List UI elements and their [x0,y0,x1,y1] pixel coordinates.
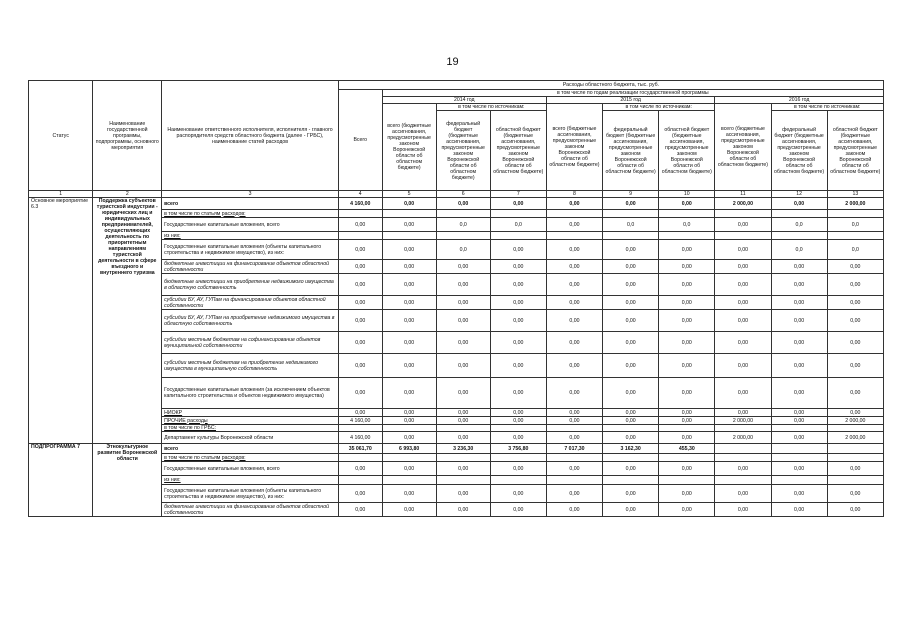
row-value: 0,00 [603,198,659,210]
row-value: 0,00 [659,198,715,210]
header-by-sources: в том числе по источникам: [603,104,715,111]
row-value: 0,00 [338,218,382,232]
row-value: 0,00 [603,378,659,409]
row-value: 0,0 [659,218,715,232]
row-value: 6 993,80 [382,444,436,454]
row-value: 0,00 [603,296,659,310]
row-value: 3 236,30 [436,444,490,454]
row-value: 0,00 [659,354,715,378]
row-value: 0,00 [603,354,659,378]
row-value: 0,00 [659,462,715,476]
row-value: 0,00 [546,260,602,274]
row-value [338,232,382,240]
row-value [771,476,827,485]
row-value: 0,00 [490,378,546,409]
row-value: 0,00 [827,310,883,332]
row-value: 0,00 [827,409,883,417]
row-value [603,454,659,462]
row-value: 0,00 [382,462,436,476]
row-value: 0,00 [490,260,546,274]
row-value [546,232,602,240]
row-value: 0,00 [436,260,490,274]
row-value: 0,00 [771,274,827,296]
row-label: бюджетные инвестиции на приобретение недвижимого имущества в областную собственность [162,274,339,296]
row-value: 0,00 [659,409,715,417]
header-col-regional: областной бюджет (бюджетные ассигнования, предусмотренные законом Воронежской области об областном бюджете) [490,111,546,191]
row-value: 0,00 [490,432,546,444]
header-executor: Наименование ответственного исполнителя, исполнителя - главного распорядителя средств областного бюджета (далее - ГРБС), наименование статей расходов [162,81,339,191]
row-value: 0,00 [436,485,490,503]
table-row [29,444,884,454]
row-value: 0,00 [546,198,602,210]
header-by-sources: в том числе по источникам: [771,104,883,111]
row-value: 0,00 [715,485,771,503]
row-value [603,232,659,240]
row-value: 0,00 [490,296,546,310]
row-value: 0,00 [715,409,771,417]
row-label: НИОКР [162,409,339,417]
row-value [715,232,771,240]
row-label: Государственные капитальные вложения, всего [162,218,339,232]
row-value: 0,00 [382,198,436,210]
row-value: 2 000,00 [715,432,771,444]
row-value [490,232,546,240]
row-value: 0,00 [827,378,883,409]
row-value [490,454,546,462]
row-value: 0,00 [715,274,771,296]
row-value: 0,00 [827,274,883,296]
row-value: 0,00 [338,274,382,296]
column-number: 10 [659,191,715,198]
row-value: 0,00 [771,462,827,476]
row-value [338,210,382,218]
column-number: 1 [29,191,93,198]
block-main-event-6-3 [29,198,884,444]
row-status: ПОДПРОГРАММА 7 [29,444,93,517]
row-value: 0,00 [546,296,602,310]
row-value: 0,00 [715,260,771,274]
header-by-sources: в том числе по источникам: [436,104,546,111]
row-label: Государственные капитальные вложения, всего [162,462,339,476]
row-value: 0,00 [546,378,602,409]
header-total: Всего [338,90,382,191]
row-label: бюджетные инвестиции на финансирование объектов областной собственности [162,503,339,517]
row-value: 0,00 [338,378,382,409]
row-label: из них: [162,232,339,240]
row-value: 0,00 [659,432,715,444]
row-value: 0,00 [771,310,827,332]
row-label: ПРОЧИЕ расходы [162,417,339,425]
row-value: 0,00 [827,354,883,378]
row-value [382,210,436,218]
row-value: 0,00 [715,503,771,517]
row-value: 0,00 [490,198,546,210]
row-value [490,425,546,432]
row-value [436,210,490,218]
row-value: 4 160,00 [338,198,382,210]
column-number: 9 [603,191,659,198]
row-value [827,476,883,485]
row-value [382,425,436,432]
row-value: 0,00 [382,417,436,425]
row-value: 0,00 [338,409,382,417]
column-number: 3 [162,191,339,198]
row-value: 3 162,30 [603,444,659,454]
row-value: 0,00 [490,310,546,332]
row-value: 0,00 [546,218,602,232]
row-value: 0,00 [490,354,546,378]
row-value: 4 160,00 [338,417,382,425]
row-value: 0,00 [436,503,490,517]
row-value: 0,00 [338,260,382,274]
row-label: всего [162,198,339,210]
row-value: 0,00 [771,378,827,409]
row-value: 0,00 [546,503,602,517]
row-value: 0,00 [603,310,659,332]
row-value: 0,0 [436,240,490,260]
row-value: 0,00 [382,503,436,517]
row-value [338,476,382,485]
header-col-regional: областной бюджет (бюджетные ассигнования, предусмотренные законом Воронежской области об областном бюджете) [827,111,883,191]
row-value [436,476,490,485]
row-value: 0,00 [827,503,883,517]
row-value: 0,0 [436,218,490,232]
row-value: 0,00 [382,354,436,378]
row-value [603,476,659,485]
row-value: 0,00 [382,409,436,417]
row-label: из них: [162,476,339,485]
column-number: 11 [715,191,771,198]
row-value: 0,00 [715,240,771,260]
row-program-name: Этнокультурное развитие Воронежской области [93,444,162,517]
row-value: 0,00 [436,462,490,476]
header-col-federal: федеральный бюджет (бюджетные ассигнования, предусмотренные законом Воронежской области об областном бюджете) [603,111,659,191]
row-value: 0,00 [436,417,490,425]
row-value: 0,00 [338,354,382,378]
row-value: 0,00 [338,310,382,332]
row-value: 0,00 [827,485,883,503]
row-value: 0,00 [715,354,771,378]
row-value: 0,00 [338,296,382,310]
header-program-name: Наименование государственной программы, подпрограммы, основного мероприятия [93,81,162,191]
row-value: 2 000,00 [827,432,883,444]
row-value: 0,00 [436,409,490,417]
row-value: 0,00 [603,485,659,503]
row-label: всего [162,444,339,454]
row-value: 0,00 [546,432,602,444]
row-value: 0,00 [338,332,382,354]
column-number: 2 [93,191,162,198]
row-value [715,444,771,454]
row-value [490,476,546,485]
row-value: 0,00 [546,332,602,354]
header-col-federal: федеральный бюджет (бюджетные ассигнования, предусмотренные законом Воронежской области об областном бюджете) [436,111,490,191]
row-value [382,476,436,485]
row-value: 0,00 [715,332,771,354]
row-label: Государственные капитальные вложения (объекты капитального строительства и недвижимое имущество), из них: [162,240,339,260]
row-value [546,425,602,432]
block-subprogram-7 [29,444,884,517]
row-value: 0,00 [338,462,382,476]
row-value: 0,00 [603,409,659,417]
row-label: в том числе по статьям расходов: [162,210,339,218]
header-col-all: всего (бюджетные ассигнования, предусмотренные законом Воронежской области об областном бюджете) [382,104,436,191]
row-value: 0,00 [771,198,827,210]
row-value: 0,00 [659,274,715,296]
row-value: 0,00 [827,296,883,310]
header-by-years: в том числе по годам реализации государственной программы [382,90,883,97]
column-number: 12 [771,191,827,198]
row-value: 0,00 [436,378,490,409]
row-value [827,444,883,454]
row-value: 0,00 [436,310,490,332]
row-value: 0,00 [659,240,715,260]
row-value: 0,0 [827,240,883,260]
row-value: 0,00 [338,485,382,503]
row-value: 0,00 [771,432,827,444]
row-value: 0,00 [546,240,602,260]
row-value: 0,00 [659,260,715,274]
row-value: 0,00 [771,332,827,354]
row-value: 0,00 [603,417,659,425]
row-status: Основное мероприятие 6.3 [29,198,93,444]
row-value: 0,00 [827,260,883,274]
row-value: 0,00 [603,240,659,260]
row-label: в том числе по статьям расходов: [162,454,339,462]
row-value [827,454,883,462]
row-value: 0,00 [771,503,827,517]
row-value [338,454,382,462]
row-value: 3 756,80 [490,444,546,454]
row-value [659,425,715,432]
row-value [715,210,771,218]
row-value [490,210,546,218]
row-value [715,454,771,462]
row-value: 7 017,30 [546,444,602,454]
row-value: 0,0 [771,218,827,232]
row-value: 0,00 [382,296,436,310]
row-value: 0,00 [603,462,659,476]
budget-table [28,80,884,517]
row-value: 0,00 [490,485,546,503]
row-value [827,425,883,432]
column-number: 7 [490,191,546,198]
row-value [715,425,771,432]
page-number: 19 [446,56,459,68]
row-value: 0,00 [546,409,602,417]
header-col-all: всего (бюджетные ассигнования, предусмотренные законом Воронежской области об областном бюджете) [715,104,771,191]
row-value: 0,00 [490,332,546,354]
header-col-federal: федеральный бюджет (бюджетные ассигнования, предусмотренные законом Воронежской области об областном бюджете) [771,111,827,191]
row-value: 0,00 [490,409,546,417]
row-value: 0,0 [490,218,546,232]
row-label: Департамент культуры Воронежской области [162,432,339,444]
row-value: 35 061,70 [338,444,382,454]
row-value: 0,00 [546,462,602,476]
row-value: 0,00 [490,274,546,296]
row-label: субсидии местным бюджетам на софинансирование объектов муниципальной собственности [162,332,339,354]
table-row [29,198,884,210]
column-number-row [29,191,884,198]
row-value: 0,00 [603,260,659,274]
row-value: 0,00 [382,432,436,444]
row-value: 2 000,00 [715,417,771,425]
row-value: 0,00 [490,462,546,476]
row-value: 0,00 [659,378,715,409]
header-year-2015: 2015 год [546,97,714,104]
row-value: 0,00 [338,503,382,517]
row-value [436,232,490,240]
row-value: 0,00 [659,485,715,503]
row-value: 455,30 [659,444,715,454]
column-number: 8 [546,191,602,198]
row-value: 0,00 [715,296,771,310]
row-value: 0,00 [771,485,827,503]
row-value: 0,00 [436,354,490,378]
header-year-2014: 2014 год [382,97,546,104]
row-value [338,425,382,432]
row-value [546,454,602,462]
row-value: 0,00 [382,260,436,274]
row-value: 0,00 [603,432,659,444]
row-value: 0,00 [338,240,382,260]
row-value: 0,00 [771,296,827,310]
row-value [436,425,490,432]
row-value: 0,00 [546,310,602,332]
row-value: 0,00 [715,218,771,232]
row-value: 0,00 [603,274,659,296]
header-status: Статус [29,81,93,191]
row-value: 0,00 [771,409,827,417]
header-year-2016: 2016 год [715,97,884,104]
row-value: 0,0 [603,218,659,232]
header-expenses: Расходы областного бюджета, тыс. руб. [338,81,883,90]
row-value: 0,00 [771,260,827,274]
column-number: 5 [382,191,436,198]
row-value [659,210,715,218]
row-value: 0,00 [382,485,436,503]
row-value [436,454,490,462]
row-value: 0,00 [546,354,602,378]
row-label: субсидии БУ, АУ, ГУПам на приобретение недвижимого имущества в областную собственность [162,310,339,332]
column-number: 6 [436,191,490,198]
row-value: 0,00 [715,310,771,332]
row-value [659,476,715,485]
row-value [659,454,715,462]
row-label: субсидии БУ, АУ, ГУПам на финансирование объектов областной собственности [162,296,339,310]
row-value [827,210,883,218]
row-value [771,444,827,454]
row-value: 0,00 [490,240,546,260]
header-col-regional: областной бюджет (бюджетные ассигнования, предусмотренные законом Воронежской области об областном бюджете) [659,111,715,191]
row-value [546,210,602,218]
row-label: бюджетные инвестиции на финансирование объектов областной собственности [162,260,339,274]
row-value: 0,00 [436,198,490,210]
row-value [771,232,827,240]
row-value [603,210,659,218]
row-value: 2 000,00 [827,417,883,425]
row-value: 0,00 [715,462,771,476]
row-value: 0,00 [436,274,490,296]
row-value: 0,00 [382,310,436,332]
column-number: 13 [827,191,883,198]
row-value [659,232,715,240]
row-value [382,454,436,462]
row-value: 0,00 [659,310,715,332]
row-value: 0,00 [436,296,490,310]
row-value: 0,00 [659,417,715,425]
row-value [827,232,883,240]
row-value: 0,00 [659,296,715,310]
row-value: 0,00 [771,354,827,378]
row-value: 0,00 [546,274,602,296]
row-value [382,232,436,240]
row-value [603,425,659,432]
row-value [715,476,771,485]
row-value: 2 000,00 [827,198,883,210]
row-value: 0,00 [715,378,771,409]
row-value: 0,00 [382,378,436,409]
row-value: 0,00 [827,462,883,476]
row-value [771,425,827,432]
row-value [771,454,827,462]
row-label: Государственные капитальные вложения (за исключением объектов капитального строительства и объектов недвижимого имущества) [162,378,339,409]
row-value: 0,00 [436,332,490,354]
row-value: 0,00 [659,332,715,354]
row-program-name: Поддержка субъектов туристской индустрии - юридических лиц и индивидуальных предпринимателей, осуществляющих деятельность по приоритетным направлениям туристской деятельности в сфере въездного и внутреннего туризма [93,198,162,444]
row-value: 0,00 [436,432,490,444]
row-value: 2 000,00 [715,198,771,210]
row-value: 0,00 [659,503,715,517]
row-label: в том числе по ГРБС: [162,425,339,432]
row-value: 0,00 [546,485,602,503]
row-value: 0,00 [603,503,659,517]
row-label: субсидии местным бюджетам на приобретение недвижимого имущества в муниципальную собственность [162,354,339,378]
row-label: Государственные капитальные вложения (объекты капитального строительства и недвижимое имущество), из них: [162,485,339,503]
row-value: 0,00 [771,417,827,425]
row-value [771,210,827,218]
row-value: 0,00 [382,240,436,260]
row-value: 0,00 [382,218,436,232]
row-value: 0,00 [490,417,546,425]
column-number: 4 [338,191,382,198]
row-value: 0,0 [827,218,883,232]
row-value: 0,00 [827,332,883,354]
row-value: 0,00 [382,274,436,296]
row-value: 0,00 [546,417,602,425]
row-value [546,476,602,485]
row-value: 0,0 [771,240,827,260]
header-col-all: всего (бюджетные ассигнования, предусмотренные законом Воронежской области об областном бюджете) [546,104,602,191]
row-value: 0,00 [490,503,546,517]
row-value: 0,00 [603,332,659,354]
row-value: 4 160,00 [338,432,382,444]
row-value: 0,00 [382,332,436,354]
